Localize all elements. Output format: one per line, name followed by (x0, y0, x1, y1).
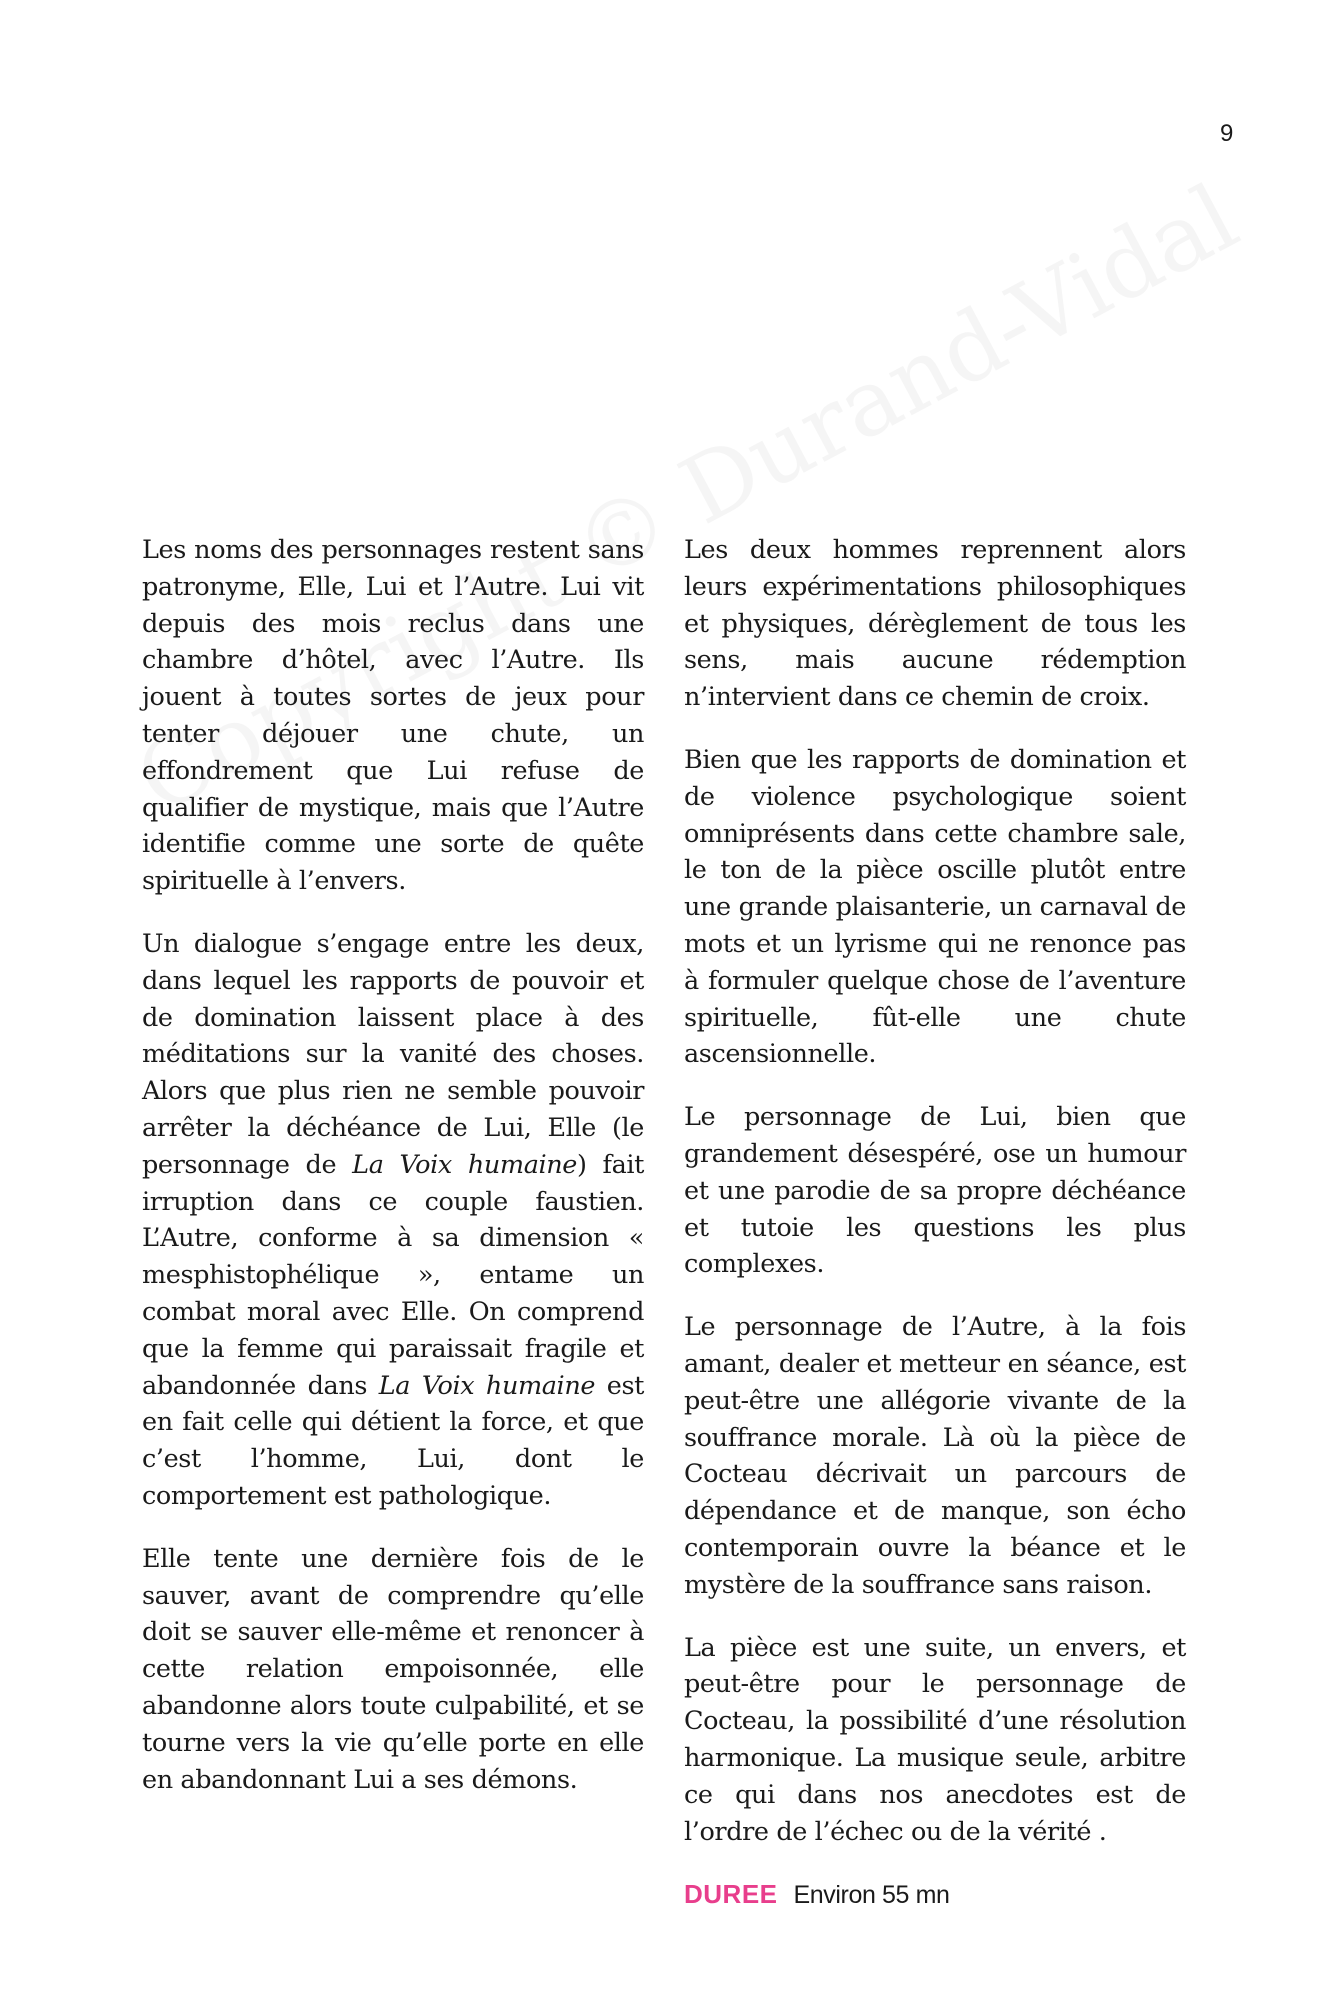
title-la-voix-humaine: La Voix humaine (352, 1149, 577, 1180)
title-la-voix-humaine: La Voix humaine (378, 1370, 596, 1401)
paragraph-experiments: Les deux hommes reprennent alors leurs expérimentations philosophiques et physiques, dérèglement de tous les sens, mais aucune rédemption n’intervient dans ce chemin de croix. (684, 535, 1186, 713)
paragraph-domination: Bien que les rapports de domination et de violence psychologique soient omniprésents dans cette chambre sale, le ton de la pièce oscille plutôt entre une grande plaisanterie, un carnaval de mots et un lyrisme qui ne renonce pas à formuler quelque chose de l’aventure spirituelle, fût-elle une chute ascensionnelle. (684, 744, 1186, 1070)
left-column (142, 532, 644, 1824)
paragraph-elle: Elle tente une dernière fois de le sauver, avant de comprendre qu’elle doit se sauver elle-même et renoncer à cette relation empoisonnée, elle abandonne alors toute culpabilité, et se tourne vers la vie qu’elle porte en elle en abandonnant Lui a ses démons. (142, 1543, 644, 1795)
paragraph-lui: Le personnage de Lui, bien que grandement désespéré, ose un humour et une parodie de sa propre déchéance et tutoie les questions les plus complexes. (684, 1102, 1186, 1280)
right-column (684, 532, 1186, 1914)
duration-label: DUREE (684, 1879, 778, 1910)
duration-line (684, 1876, 1186, 1914)
paragraph-autre: Le personnage de l’Autre, à la fois amant, dealer et metteur en séance, est peut-être une allégorie vivante de la souffrance morale. Là où la pièce de Cocteau décrivait un parcours de dépendance et de manque, son écho contemporain ouvre la béance et le mystère de la souffrance sans raison. (684, 1312, 1186, 1600)
paragraph-dialogue: Un dialogue s’engage entre les deux, dans lequel les rapports de pouvoir et de domination laissent place à des méditations sur la vanité des choses. Alors que plus rien ne semble pouvoir arrêter la déchéance de Lui, Elle (le personnage de La Voix humaine) fait irruption dans ce couple faustien. L’Autre, conforme à sa dimension « mesphistophélique », entame un combat moral avec Elle. On comprend que la femme qui paraissait fragile et abandonnée dans La Voix humaine est en fait celle qui détient la force, et que c’est l’homme, Lui, dont le comportement est pathologique. (142, 928, 645, 1511)
paragraph-suite: La pièce est une suite, un envers, et peut-être pour le personnage de Cocteau, la possibilité d’une résolution harmonique. La musique seule, arbitre ce qui dans nos anecdotes est de l’ordre de l’échec ou de la vérité . (684, 1632, 1186, 1847)
paragraph-names: Les noms des personnages restent sans patronyme, Elle, Lui et l’Autre. Lui vit depuis des mois reclus dans une chambre d’hôtel, avec l’Autre. Ils jouent à toutes sortes de jeux pour tenter déjouer une chute, un effondrement que Lui refuse de qualifier de mystique, mais que l’Autre identifie comme une sorte de quête spirituelle à l’envers. (142, 535, 644, 897)
page-number: 9 (1220, 120, 1234, 147)
duration-value: Environ 55 mn (793, 1881, 950, 1910)
